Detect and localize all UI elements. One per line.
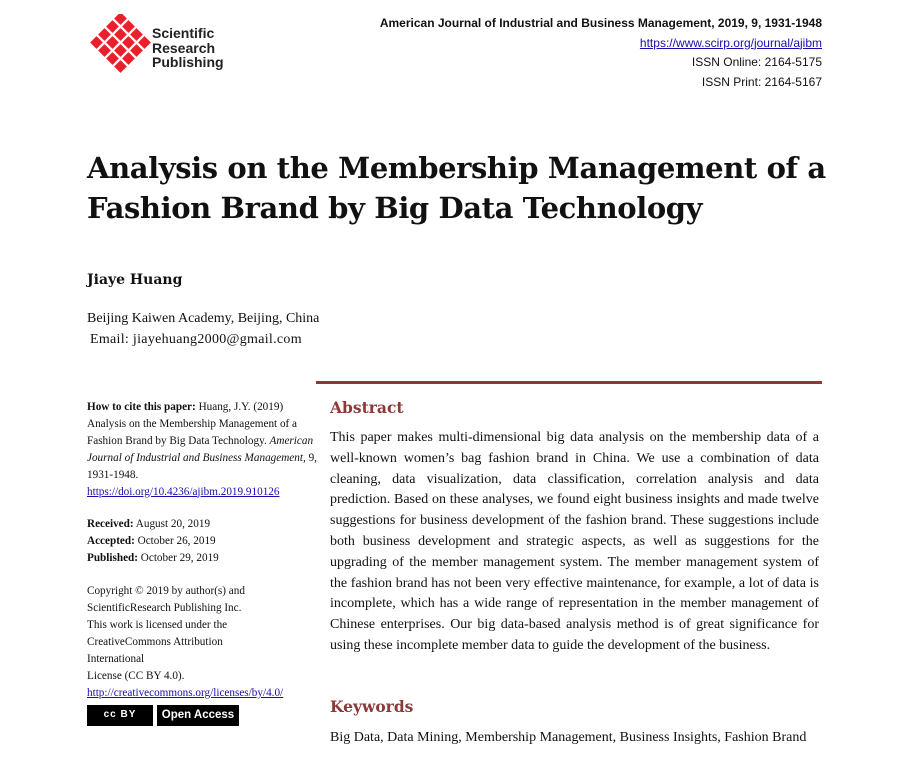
title-line: Analysis on the Membership Management of a <box>87 151 826 185</box>
copyright-block <box>87 583 317 701</box>
copyright-line: CreativeCommons Attribution <box>87 635 223 648</box>
author-affiliation: Beijing Kaiwen Academy, Beijing, China <box>87 311 320 326</box>
copyright-line: This work is licensed under the <box>87 618 228 631</box>
section-divider <box>316 381 822 384</box>
copyright-line: License (CC BY 4.0). <box>87 669 185 682</box>
cc-by-badge[interactable]: cc BY <box>87 705 153 726</box>
issn-online: ISSN Online: 2164-5175 <box>691 55 822 69</box>
publisher-line: Research <box>152 39 216 56</box>
title-line: Fashion Brand by Big Data Technology <box>87 191 703 225</box>
keywords-heading: Keywords <box>330 697 414 716</box>
publisher-name <box>152 26 224 70</box>
cite-volume: 9, 1931-1948. <box>87 451 317 481</box>
abstract-heading: Abstract <box>330 398 404 417</box>
open-access-badge: Open Access <box>157 705 239 726</box>
journal-citation: American Journal of Industrial and Business Management, 2019, 9, 1931-1948 <box>379 16 822 30</box>
copyright-line: International <box>87 652 145 665</box>
doi-link[interactable]: https://doi.org/10.4236/ajibm.2019.910126 <box>87 485 280 498</box>
paper-title <box>87 148 847 228</box>
journal-info <box>380 14 822 92</box>
accepted-label: Accepted: <box>87 535 135 548</box>
received-label: Received: <box>87 518 134 531</box>
keywords-text: Big Data, Data Mining, Membership Management, Business Insights, Fashion Brand <box>330 730 807 745</box>
published-date: October 29, 2019 <box>140 552 219 565</box>
cite-journal: American Journal of Industrial and Business Management, <box>87 434 314 464</box>
publisher-line: Publishing <box>152 54 224 70</box>
copyright-line: ScientificResearch Publishing Inc. <box>87 602 242 615</box>
license-badges <box>87 705 317 726</box>
issn-print: ISSN Print: 2164-5167 <box>701 74 822 89</box>
article-info-sidebar <box>87 399 317 726</box>
author-name: Jiaye Huang <box>87 272 183 288</box>
copyright-line: Copyright © 2019 by author(s) and <box>87 585 245 598</box>
scirp-logo <box>88 14 152 78</box>
abstract-text: This paper makes multi-dimensional big data analysis on the membership data of a well-known women’s bag fashion brand in China. We use a combination of data cleaning, data visualization, data classification, correlation analysis and data prediction. Based on these analyses, we found eight business insights and made twelve suggestions for business development of the fashion brand. These suggestions include both business development and strategic aspects, as well as suggestions for the upgrading of the member management system. The member management system of the fashion brand has not been very effective maintenance, for example, a lot of data is incomplete, which has a wide range of representation in the member management of Chinese enterprises. Our big data-based analysis method is of great significance for using these incomplete member data to guide the development of the business. <box>330 430 819 653</box>
citation-block <box>87 399 317 500</box>
received-date: August 20, 2019 <box>135 518 211 531</box>
cite-label: How to cite this paper: <box>87 401 196 413</box>
published-label: Published: <box>87 552 138 565</box>
publisher-line: Scientific <box>152 25 215 41</box>
journal-url-link[interactable]: https://www.scirp.org/journal/ajibm <box>639 35 822 50</box>
cite-text: Huang, J.Y. (2019) Analysis on the Membership Management of a Fashion Brand by Big Data Technology. <box>87 401 298 447</box>
accepted-date: October 26, 2019 <box>137 535 216 548</box>
license-link[interactable]: http://creativecommons.org/licenses/by/4.0/ <box>87 686 284 699</box>
dates-block <box>87 516 317 567</box>
author-email: Email: jiayehuang2000@gmail.com <box>90 332 302 347</box>
